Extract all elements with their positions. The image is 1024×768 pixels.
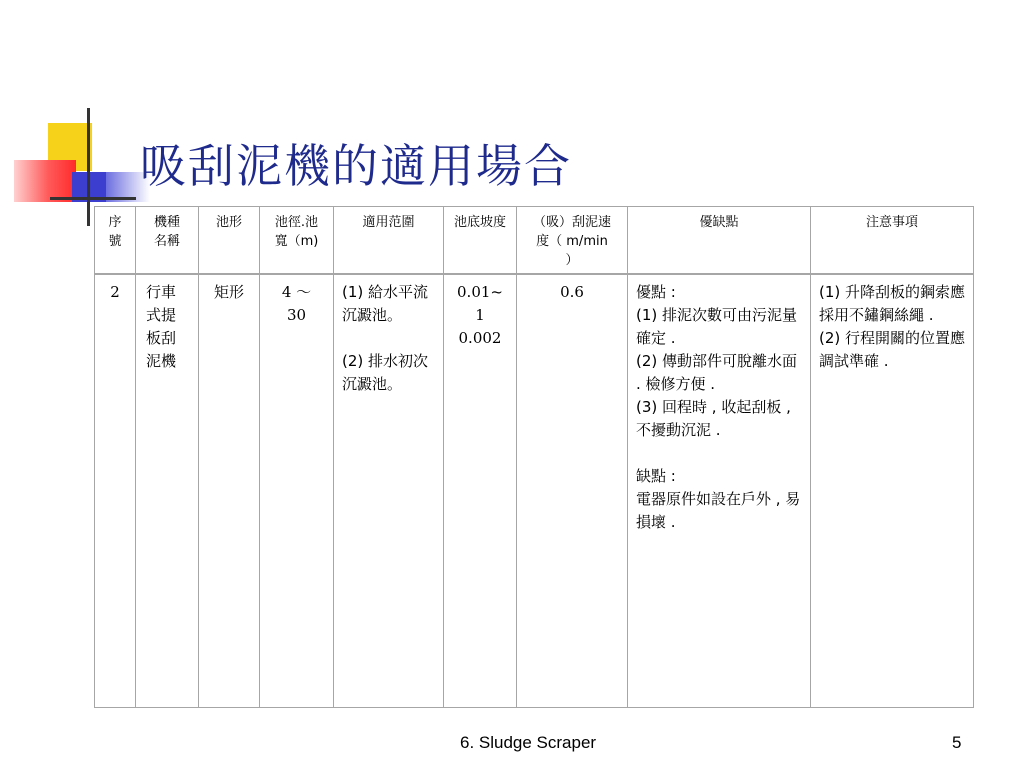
cons-title: 缺點 : bbox=[636, 467, 676, 485]
cell-name: 行車式提板刮泥機 bbox=[136, 274, 199, 708]
cell-size-line2: 30 bbox=[286, 306, 307, 324]
scraper-table bbox=[94, 206, 974, 708]
logo-red-square bbox=[14, 160, 76, 202]
cell-no: 2 bbox=[95, 274, 136, 708]
cell-scope bbox=[334, 274, 444, 708]
logo-vertical-line bbox=[87, 108, 90, 226]
header-notes: 注意事項 bbox=[811, 207, 974, 275]
footer-title: 6. Sludge Scraper bbox=[460, 733, 597, 752]
cell-slope bbox=[444, 274, 517, 708]
cons-item-1: 電器原件如設在戶外 , 易損壞 . bbox=[636, 490, 801, 531]
cell-scope-line1: (1) 給水平流沉澱池。 bbox=[342, 283, 429, 324]
notes-item-1: (1) 升降刮板的鋼索應採用不鏽鋼絲繩 . bbox=[819, 283, 966, 324]
cell-size bbox=[260, 274, 334, 708]
table-row bbox=[95, 274, 974, 708]
cell-shape: 矩形 bbox=[199, 274, 260, 708]
header-size: 池徑.池寬（m) bbox=[260, 207, 334, 275]
header-speed: （吸）刮泥速度（ m/min ） bbox=[517, 207, 628, 275]
cell-size-line1: 4 ～ bbox=[281, 283, 312, 301]
pros-item-2: (2) 傳動部件可脫離水面 . 檢修方便 . bbox=[636, 352, 798, 393]
header-scope: 適用范圍 bbox=[334, 207, 444, 275]
pros-item-1: (1) 排泥次數可由污泥量確定 . bbox=[636, 306, 798, 347]
cell-slope-line2: 1 bbox=[475, 306, 485, 324]
cell-speed: 0.6 bbox=[517, 274, 628, 708]
header-no: 序號 bbox=[95, 207, 136, 275]
header-slope: 池底坡度 bbox=[444, 207, 517, 275]
header-name: 機種名稱 bbox=[136, 207, 199, 275]
cell-slope-line1: 0.01~ bbox=[457, 283, 503, 301]
slide-title: 吸刮泥機的適用場合 bbox=[140, 139, 572, 193]
page-number: 5 bbox=[952, 733, 962, 752]
logo-horizontal-line bbox=[50, 197, 136, 200]
header-pros-cons: 優缺點 bbox=[628, 207, 811, 275]
cell-notes bbox=[811, 274, 974, 708]
cell-pros-cons bbox=[628, 274, 811, 708]
notes-item-2: (2) 行程開關的位置應調試準確 . bbox=[819, 329, 966, 370]
pros-item-3: (3) 回程時 , 收起刮板 , 不擾動沉泥 . bbox=[636, 398, 791, 439]
cell-scope-line2: (2) 排水初次沉澱池。 bbox=[342, 352, 429, 393]
table-header-row bbox=[95, 207, 974, 275]
header-shape: 池形 bbox=[199, 207, 260, 275]
cell-slope-line3: 0.002 bbox=[458, 329, 502, 347]
pros-title: 優點 : bbox=[636, 283, 676, 301]
